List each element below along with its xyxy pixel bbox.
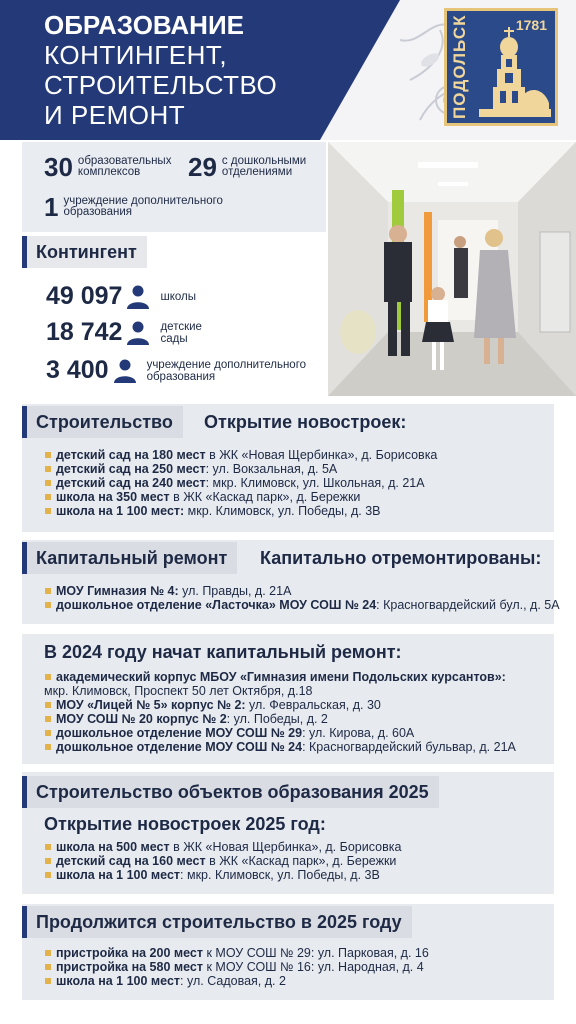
continue-2025-panel (22, 904, 554, 1000)
item-bold: детский сад на 250 мест (56, 462, 206, 476)
item-bold: школа на 500 мест (56, 840, 170, 854)
page-title (44, 10, 277, 130)
stat-number: 29 (188, 152, 217, 182)
item-text: мкр. Климовск, Проспект 50 лет Октября, д.18 (44, 684, 313, 698)
item-text: : ул. Победы, д. 2 (226, 712, 328, 726)
photo-illustration (328, 142, 576, 396)
list-item-continuation (44, 684, 516, 698)
item-text: : мкр. Климовск, ул. Школьная, д. 21А (205, 476, 425, 490)
item-bold: школа на 1 100 мест (56, 974, 181, 988)
item-text: : Красногвардейский бул., д. 5А (376, 598, 560, 612)
construction-list (44, 448, 437, 518)
stat-label-line: отделениями (221, 166, 293, 178)
item-text: : ул. Кирова, д. 60А (302, 726, 415, 740)
item-text: к МОУ СОШ № 29: ул. Парковая, д. 16 (203, 946, 429, 960)
title-line: СТРОИТЕЛЬСТВО (44, 70, 278, 100)
list-item (44, 584, 560, 598)
item-bold: МОУ «Лицей № 5» корпус № 2: (56, 698, 246, 712)
contingent-label-line: детские (160, 320, 202, 333)
repair-2024-list (44, 670, 516, 754)
repair-2024-title: В 2024 году начат капитальный ремонт: (44, 642, 402, 662)
stat-complexes (44, 154, 171, 180)
item-bold: дошкольное отделение МОУ СОШ № 29 (56, 726, 303, 740)
contingent-label-line: школы (160, 290, 196, 303)
contingent-label (160, 291, 196, 303)
item-bold: детский сад на 160 мест (56, 854, 206, 868)
list-item (44, 462, 437, 476)
contingent-number: 3 400 (46, 356, 109, 384)
list-item (44, 490, 437, 504)
build-2025-title: Открытие новостроек 2025 год: (44, 814, 326, 834)
item-bold: пристройка на 200 мест (56, 946, 203, 960)
item-bold: школа на 350 мест (56, 490, 170, 504)
item-text: : мкр. Климовск, ул. Победы, д. 3В (180, 868, 380, 882)
person-icon (126, 321, 150, 345)
item-bold: МОУ Гимназия № 4: (56, 584, 179, 598)
list-item (44, 960, 429, 974)
stat-number: 1 (44, 192, 59, 222)
list-item (44, 840, 401, 854)
construction-panel (22, 404, 554, 532)
construction-title: Открытие новостроек: (204, 412, 407, 432)
repair-title: Капитально отремонтированы: (260, 548, 542, 568)
contingent-row (46, 318, 202, 347)
continue-2025-tag: Продолжится строительство в 2025 году (22, 906, 412, 938)
stat-label-line: комплексов (77, 166, 141, 178)
title-line: КОНТИНГЕНТ, (44, 40, 228, 70)
item-text: в ЖК «Каскад парк», д. Бережки (205, 854, 397, 868)
repair-list (44, 584, 560, 612)
person-icon (113, 359, 137, 383)
list-item (44, 726, 516, 740)
build-2025-list (44, 840, 401, 882)
item-text: в ЖК «Каскад парк», д. Бережки (169, 490, 361, 504)
item-bold: школа на 1 100 мест: (56, 504, 185, 518)
item-text: ул. Правды, д. 21А (178, 584, 292, 598)
item-bold: дошкольное отделение МОУ СОШ № 24 (56, 740, 303, 754)
stat-label-line: образовательных (77, 155, 172, 167)
item-text: : ул. Вокзальная, д. 5А (205, 462, 338, 476)
list-item (44, 598, 560, 612)
list-item (44, 698, 516, 712)
list-item (44, 868, 401, 882)
item-text: в ЖК «Новая Щербинка», д. Борисовка (169, 840, 402, 854)
list-item (44, 974, 429, 988)
repair-tag: Капитальный ремонт (22, 542, 237, 574)
item-bold: детский сад на 240 мест (56, 476, 206, 490)
contingent-row (46, 282, 196, 311)
repair-panel (22, 540, 560, 624)
title-line: ОБРАЗОВАНИЕ (44, 10, 244, 40)
title-line: И РЕМОНТ (44, 100, 186, 130)
item-text: : ул. Садовая, д. 2 (180, 974, 286, 988)
contingent-number: 18 742 (46, 318, 123, 346)
stat-label-line: образования (63, 206, 133, 218)
contingent-tag: Контингент (22, 236, 147, 268)
stat-label (222, 156, 306, 178)
person-icon (126, 285, 150, 309)
item-bold: дошкольное отделение «Ласточка» МОУ СОШ № 24 (56, 598, 377, 612)
list-item (44, 448, 437, 462)
item-text: : Красногвардейский бульвар, д. 21А (302, 740, 516, 754)
list-item (44, 670, 516, 684)
construction-tag: Строительство (22, 406, 183, 438)
header-banner (0, 0, 576, 140)
stat-label-line: учреждение дополнительного (63, 195, 223, 207)
list-item (44, 712, 516, 726)
contingent-number: 49 097 (46, 282, 123, 310)
item-text: ул. Февральская, д. 30 (245, 698, 381, 712)
item-bold: школа на 1 100 мест (56, 868, 181, 882)
item-bold: академический корпус МБОУ «Гимназия имени Подольских курсантов»: (56, 670, 506, 684)
build-2025-tag: Строительство объектов образования 2025 (22, 776, 439, 808)
stats-block (22, 142, 326, 232)
church-tower-icon (475, 25, 553, 123)
item-text: в ЖК «Новая Щербинка», д. Борисовка (205, 448, 438, 462)
list-item (44, 504, 437, 518)
contingent-label-line: образования (146, 370, 216, 383)
contingent-label (147, 359, 306, 383)
stat-preschool (188, 154, 306, 180)
stat-number: 30 (44, 152, 73, 182)
list-item (44, 476, 437, 490)
contingent-label (160, 321, 201, 345)
school-corridor-photo (328, 142, 576, 396)
build-2025-panel (22, 772, 554, 894)
item-bold: пристройка на 580 мест (56, 960, 203, 974)
contingent-block (22, 232, 328, 396)
list-item (44, 854, 401, 868)
item-text: мкр. Климовск, ул. Победы, д. 3В (184, 504, 381, 518)
stat-label-line: с дошкольными (221, 155, 307, 167)
contingent-label-line: учреждение дополнительного (146, 358, 307, 371)
emblem-city-name: ПОДОЛЬСК (450, 14, 469, 119)
item-bold: детский сад на 180 мест (56, 448, 206, 462)
stat-label (78, 156, 172, 178)
item-text: к МОУ СОШ № 16: ул. Народная, д. 4 (203, 960, 424, 974)
city-emblem (444, 8, 558, 126)
list-item (44, 946, 429, 960)
item-bold: МОУ СОШ № 20 корпус № 2 (56, 712, 227, 726)
contingent-row (46, 356, 306, 385)
continue-2025-list (44, 946, 429, 988)
repair-2024-panel (22, 634, 554, 764)
emblem-year: 1781 (515, 17, 547, 33)
list-item (44, 740, 516, 754)
contingent-label-line: сады (160, 332, 188, 345)
stat-extra-education (44, 194, 223, 220)
stat-label (63, 196, 222, 218)
